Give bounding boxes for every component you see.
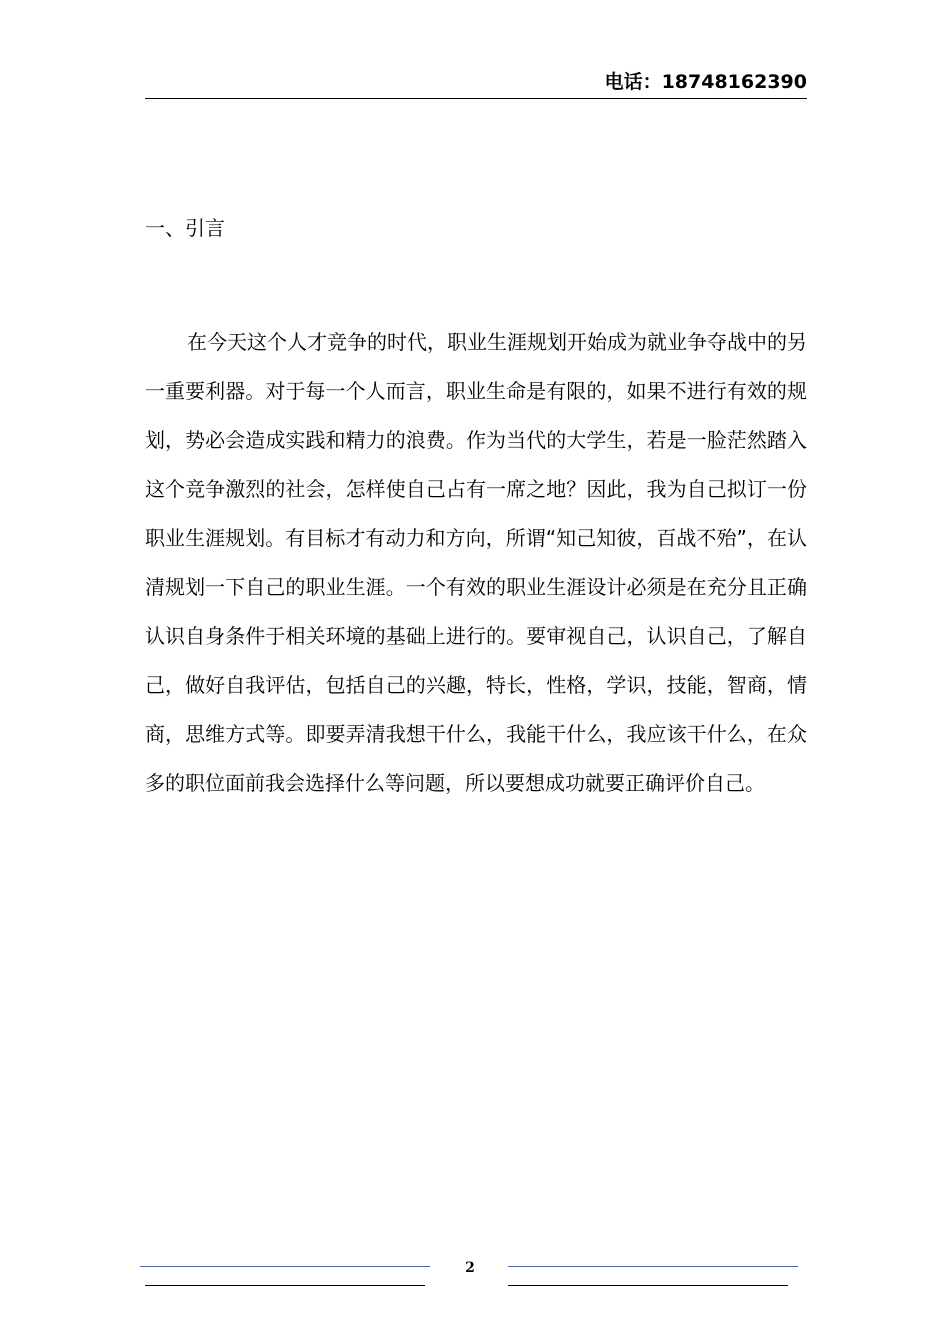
footer-divider-left-bottom	[145, 1285, 425, 1286]
page-header	[145, 68, 807, 99]
section-heading: 一、引言	[145, 216, 225, 240]
page-number: 2	[465, 1260, 475, 1276]
intro-paragraph: 在今天这个人才竞争的时代，职业生涯规划开始成为就业争夺战中的另一重要利器。对于每一个人而言，职业生命是有限的，如果不进行有效的规划，势必会造成实践和精力的浪费。作为当代的大学生，若是一脸茫然踏入这个竞争激烈的社会，怎样使自己占有一席之地？因此，我为自己拟订一份职业生涯规划。有目标才有动力和方向，所谓“知己知彼，百战不殆”，在认清规划一下自己的职业生涯。一个有效的职业生涯设计必须是在充分且正确认识自身条件于相关环境的基础上进行的。要审视自己，认识自己，了解自己，做好自我评估，包括自己的兴趣，特长，性格，学识，技能，智商，情商，思维方式等。即要弄清我想干什么，我能干什么，我应该干什么，在众多的职位面前我会选择什么等问题，所以要想成功就要正确评价自己。	[145, 330, 807, 795]
footer-divider-left-top	[140, 1266, 430, 1267]
header-phone-number: 电话：18748162390	[604, 71, 807, 93]
page-footer	[140, 1258, 800, 1288]
footer-divider-right-top	[508, 1266, 798, 1267]
footer-divider-right-bottom	[508, 1285, 788, 1286]
